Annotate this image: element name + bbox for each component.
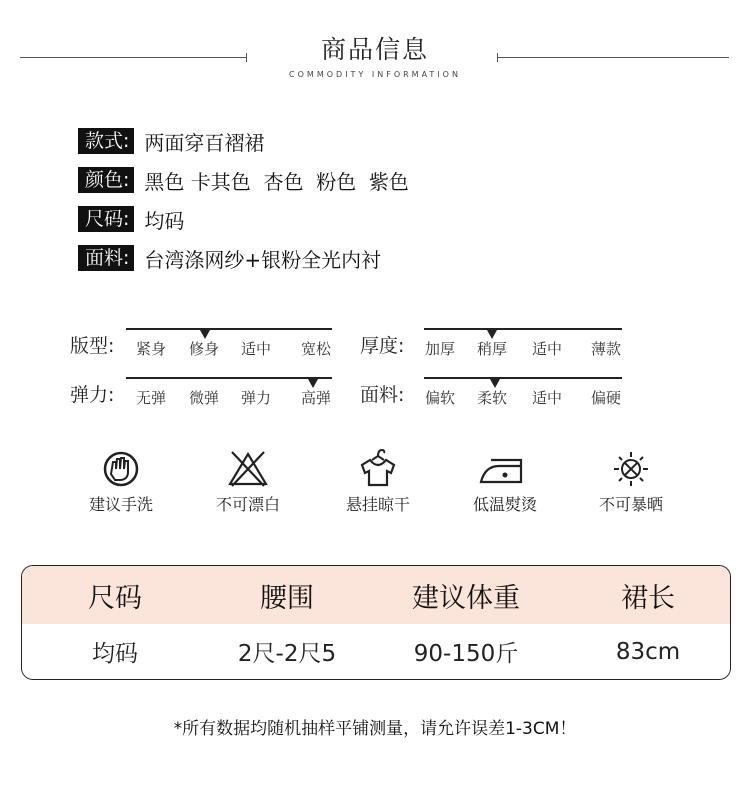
- scale-option: 紧身: [136, 340, 167, 358]
- no-sun-icon: [609, 450, 653, 488]
- care-no-sun: [576, 450, 686, 515]
- scale-option: 加厚: [425, 340, 456, 358]
- care-low-iron: [450, 450, 560, 515]
- table-cell: 均码: [92, 641, 138, 667]
- spec-label: 颜色:: [78, 167, 134, 193]
- scale-bar: [126, 328, 332, 330]
- scale-option: 偏软: [425, 389, 456, 407]
- size-table: [21, 565, 731, 680]
- hang-dry-icon: [354, 444, 402, 488]
- table-header-row: [22, 566, 730, 624]
- care-hand-wash: [66, 450, 176, 515]
- scale-option: 偏硬: [591, 389, 622, 407]
- spec-label: 款式:: [78, 128, 134, 154]
- no-bleach-icon: [226, 450, 270, 488]
- table-row: [22, 624, 730, 679]
- table-cell: 2尺-2尺5: [237, 641, 337, 667]
- scale-option: 高弹: [301, 389, 332, 407]
- measurement-note: *所有数据均随机抽样平铺测量，请允许误差1-3CM！: [173, 719, 577, 739]
- spec-size: [78, 206, 184, 232]
- scale-name: 版型:: [70, 335, 115, 357]
- spec-value: 两面穿百褶裙: [144, 130, 265, 155]
- scale-bar: [126, 377, 332, 379]
- scale-option: 适中: [241, 340, 272, 358]
- scale-option: 弹力: [241, 389, 272, 407]
- care-hang-dry: [323, 444, 433, 515]
- low-iron-icon: [477, 450, 533, 488]
- spec-value: 黑色 卡其色 杏色 粉色 紫色: [144, 169, 409, 194]
- scale-option: 微弹: [189, 389, 220, 407]
- care-label: 不可暴晒: [598, 495, 663, 514]
- table-header-cell: 尺码: [88, 582, 142, 614]
- spec-value: 均码: [144, 208, 185, 233]
- scale-option: 柔软: [477, 389, 508, 407]
- spec-label: 面料:: [78, 245, 134, 271]
- care-label: 不可漂白: [215, 495, 280, 514]
- scale-option: 适中: [532, 340, 563, 358]
- page-title: 商品信息: [320, 35, 429, 64]
- scale-name: 面料:: [360, 384, 405, 406]
- scale-option: 修身: [189, 340, 220, 358]
- scale-name: 弹力:: [70, 384, 115, 406]
- table-header-cell: 腰围: [260, 582, 314, 614]
- page-subtitle: COMMODITY INFORMATION: [289, 70, 461, 79]
- scale-option: 宽松: [301, 340, 332, 358]
- care-no-bleach: [193, 450, 303, 515]
- table-header-cell: 建议体重: [412, 582, 520, 614]
- scale-option: 薄款: [591, 340, 622, 358]
- hand-wash-icon: [99, 450, 143, 488]
- spec-label: 尺码:: [78, 206, 134, 232]
- spec-style: [78, 128, 264, 154]
- table-cell: 90-150斤: [413, 641, 519, 667]
- scale-option: 稍厚: [477, 340, 508, 358]
- spec-color: [78, 167, 409, 193]
- scale-name: 厚度:: [360, 335, 405, 357]
- care-label: 低温熨烫: [472, 495, 537, 514]
- scale-option: 适中: [532, 389, 563, 407]
- spec-fabric: [78, 245, 381, 271]
- care-label: 悬挂晾干: [345, 495, 410, 514]
- table-header-cell: 裙长: [621, 582, 675, 614]
- scale-option: 无弹: [136, 389, 167, 407]
- scale-bar: [424, 328, 622, 330]
- care-label: 建议手洗: [88, 495, 153, 514]
- table-cell: 83cm: [615, 638, 681, 665]
- spec-value: 台湾涤网纱+银粉全光内衬: [144, 247, 382, 272]
- scale-bar: [424, 377, 622, 379]
